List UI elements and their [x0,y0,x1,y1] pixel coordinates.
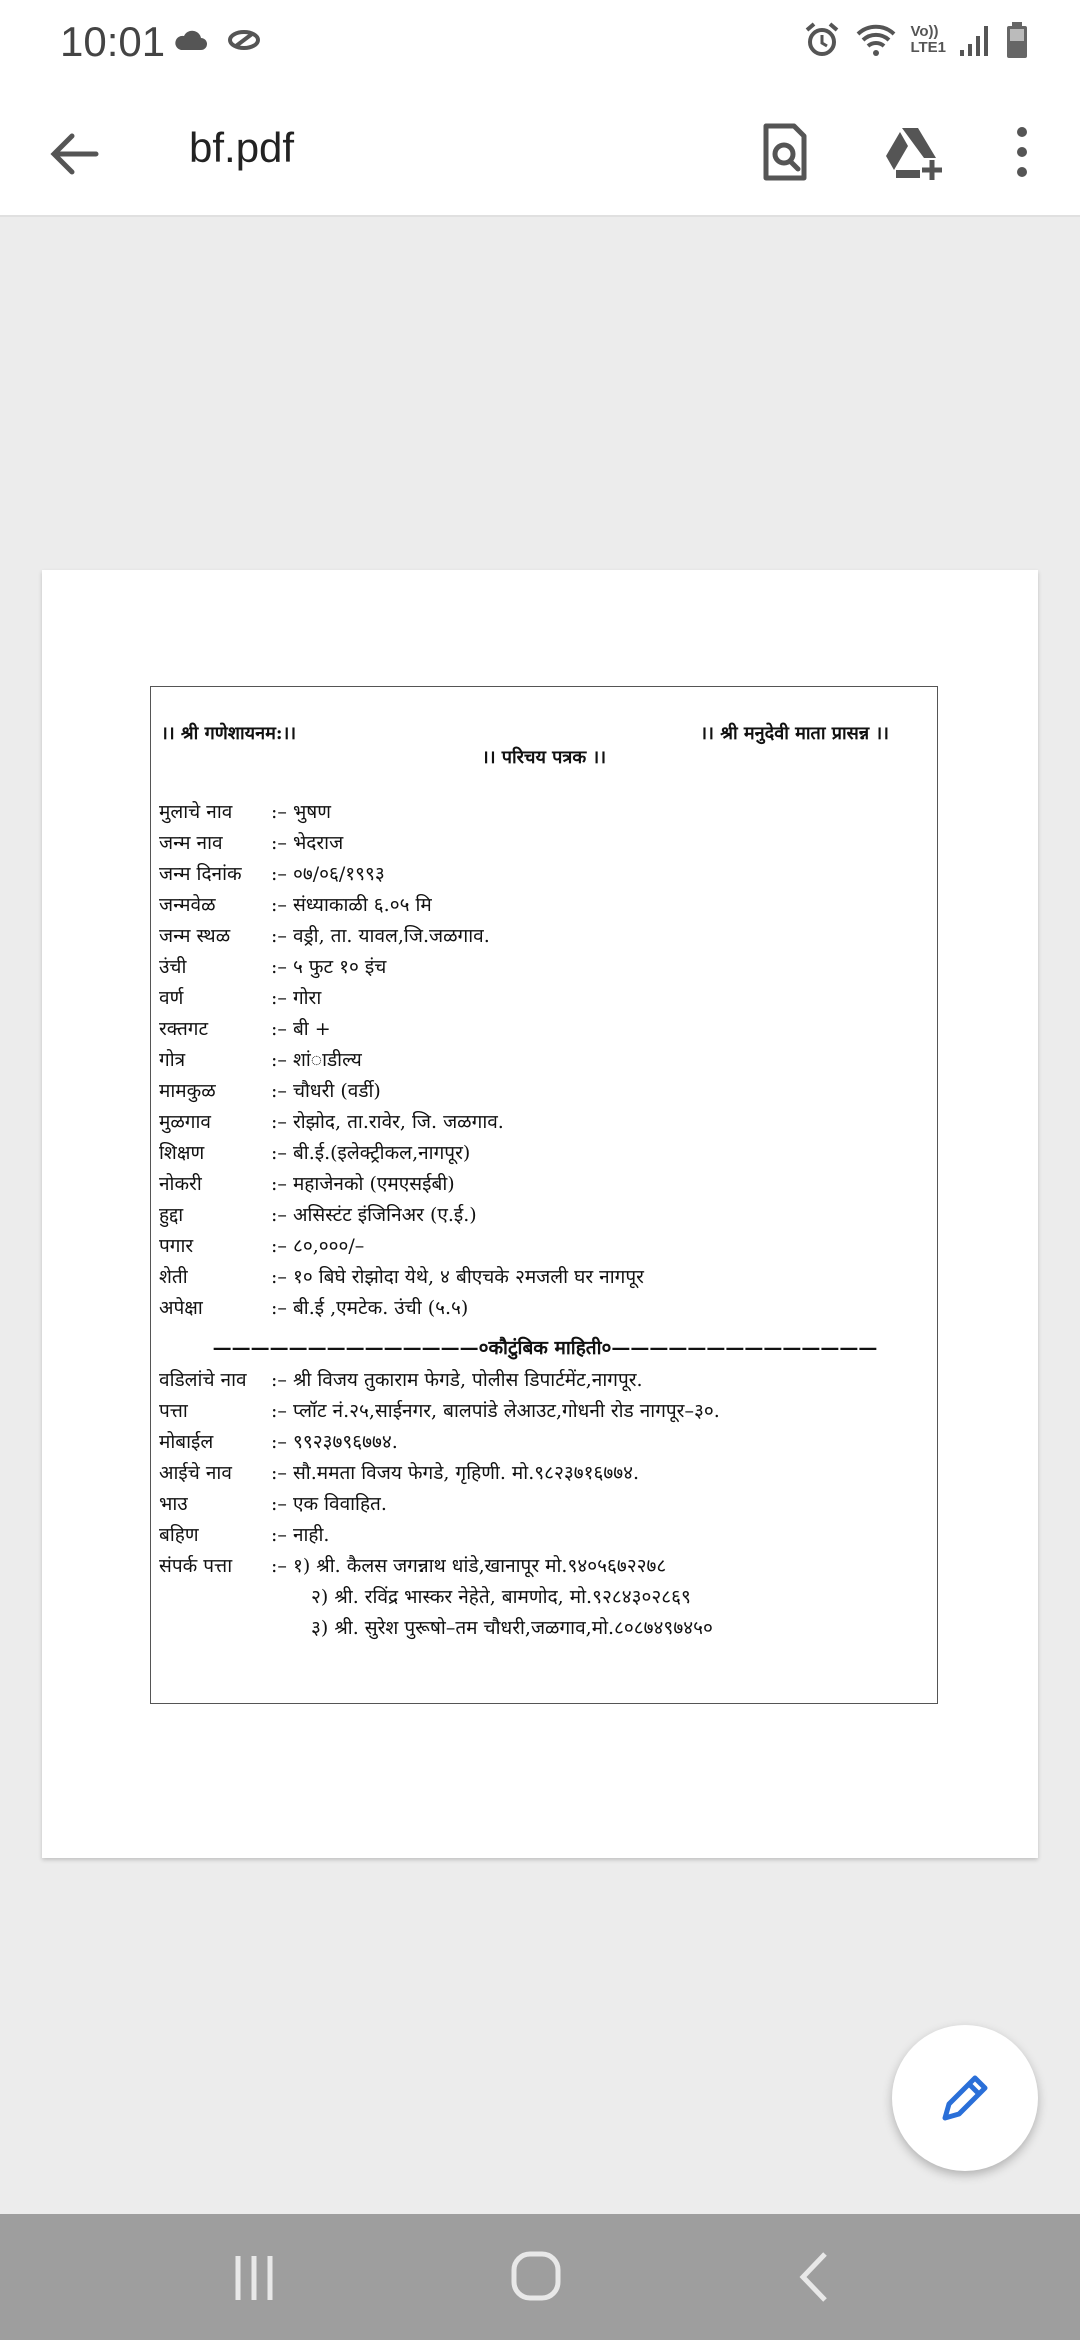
info-row [159,1169,455,1199]
row-label: शेती [159,1266,188,1288]
find-in-document-icon[interactable] [752,120,816,184]
row-label: जन्म स्थळ [159,925,231,947]
info-row [159,1045,362,1075]
system-nav-bar [0,2214,1080,2340]
family-row [159,1551,666,1581]
row-label: भाउ [159,1493,188,1515]
edit-pencil-icon [935,2068,995,2128]
wifi-icon [854,20,898,60]
row-value: :– गोरा [271,987,322,1009]
row-label: शिक्षण [159,1142,205,1164]
battery-icon [1004,20,1030,60]
signal-icon [958,20,992,60]
row-value: :– श्री विजय तुकाराम फेगडे, पोलीस डिपार्टमेंट,नागपूर. [271,1369,643,1391]
row-label: जन्मवेळ [159,894,216,916]
row-value: :– असिस्टंट इंजिनिअर (ए.ई.) [271,1204,477,1226]
app-bar [0,90,1080,217]
back-icon[interactable] [775,2242,855,2312]
row-value: :– भेदराज [271,832,344,854]
row-value: :– १० बिघे रोझोदा येथे, ४ बीएचके २मजली घर नागपूर [271,1266,644,1288]
back-arrow-icon[interactable] [44,124,104,184]
row-value: :– भुषण [271,801,332,823]
row-value: :– प्लॉट नं.२५,साईनगर, बालपांडे लेआउट,गोधनी रोड नागपूर–३०. [271,1400,720,1422]
cloud-icon [172,26,208,54]
document-heading: ।। परिचय पत्रक ।। [481,747,607,768]
row-label: वडिलांचे नाव [159,1369,247,1391]
contact-line-3: ३) श्री. सुरेश पुरूषो–तम चौधरी,जळगाव,मो.८०८७४९७४५० [311,1617,713,1639]
row-label: मोबाईल [159,1431,214,1453]
row-value: :– नाही. [271,1524,330,1546]
row-label: पत्ता [159,1400,188,1422]
row-label: आईचे नाव [159,1462,232,1484]
row-value: :– सौ.ममता विजय फेगडे, गृहिणी. मो.९८२३७१६७७४. [271,1462,640,1484]
row-value: :– संध्याकाळी ६.०५ मि [271,894,432,916]
row-label: पगार [159,1235,194,1257]
more-options-icon[interactable] [990,120,1054,184]
row-label: रक्तगट [159,1018,209,1040]
family-row [159,1458,639,1488]
add-to-drive-icon[interactable] [880,120,944,184]
row-label: उंची [159,956,187,978]
info-row [159,921,490,951]
info-row [159,1014,331,1044]
sync-icon [226,26,262,54]
info-row [159,952,386,982]
row-value: :– ९९२३७९६७७४. [271,1431,398,1453]
row-label: मुलाचे नाव [159,801,233,823]
header-left: ।। श्री गणेशायनम:।। [161,723,297,744]
family-info-divider: ——————————————०कौटुंबिक माहिती०—————————————— [212,1337,878,1359]
edit-fab-button[interactable] [892,2025,1038,2171]
row-label: वर्ण [159,987,184,1009]
info-row [159,859,385,889]
row-label: मामकुळ [159,1080,216,1102]
document-frame [150,686,938,1704]
info-row [159,1076,381,1106]
row-value: :– वड्री, ता. यावल,जि.जळगाव. [271,925,490,947]
family-row [159,1396,720,1426]
row-label: जन्म दिनांक [159,863,242,885]
info-row [159,828,343,858]
status-bar [0,0,1080,90]
family-row [159,1365,643,1395]
recent-apps-icon[interactable] [214,2242,294,2312]
row-value: :– बी + [271,1018,331,1040]
row-value: :– एक विवाहित. [271,1493,387,1515]
info-row [159,1293,468,1323]
contact-line-2: २) श्री. रविंद्र भास्कर नेहेते, बामणोद, मो.९२८४३०२८६९ [311,1586,691,1608]
family-row [159,1489,387,1519]
volte-line2: LTE1 [910,39,946,56]
info-row [159,797,331,827]
row-label: नोकरी [159,1173,202,1195]
row-label: अपेक्षा [159,1297,203,1319]
row-value: :– १) श्री. कैलस जगन्नाथ धांडे,खानापूर मो.९४०५६७२२७८ [271,1555,667,1577]
file-title: bf.pdf [189,124,295,171]
row-value: :– ५ फुट १० इंच [271,956,387,978]
row-value: :– महाजेनको (एमएसईबी) [271,1173,455,1195]
row-label: हुद्दा [159,1204,184,1226]
home-icon[interactable] [496,2242,576,2312]
row-value: :– चौधरी (वर्डी) [271,1080,381,1102]
row-value: :– ८०,०००/– [271,1235,365,1257]
family-row [159,1427,398,1457]
volte-icon [910,24,946,56]
row-label: गोत्र [159,1049,186,1071]
info-row [159,1231,364,1261]
info-row [159,1138,470,1168]
row-value: :– रोझोद, ता.रावेर, जि. जळगाव. [271,1111,504,1133]
info-row [159,1107,504,1137]
info-row [159,983,321,1013]
row-label: जन्म नाव [159,832,223,854]
family-row [159,1520,329,1550]
document-content [151,687,937,1703]
row-value: :– ०७/०६/१९९३ [271,863,385,885]
row-label: बहिण [159,1524,199,1546]
info-row [159,1200,477,1230]
status-time: 10:01 [60,18,166,65]
volte-line1: Vo)) [910,23,939,40]
row-value: :– बी.ई ,एमटेक. उंची (५.५) [271,1297,469,1319]
alarm-icon [802,20,842,60]
info-row [159,1262,644,1292]
row-label: मुळगाव [159,1111,211,1133]
row-value: :– शांाडील्य [271,1049,362,1071]
header-right: ।। श्री मनुदेवी माता प्रासन्न ।। [700,723,889,744]
info-row [159,890,432,920]
row-label: संपर्क पत्ता [159,1555,233,1577]
row-value: :– बी.ई.(इलेक्ट्रीकल,नागपूर) [271,1142,471,1164]
